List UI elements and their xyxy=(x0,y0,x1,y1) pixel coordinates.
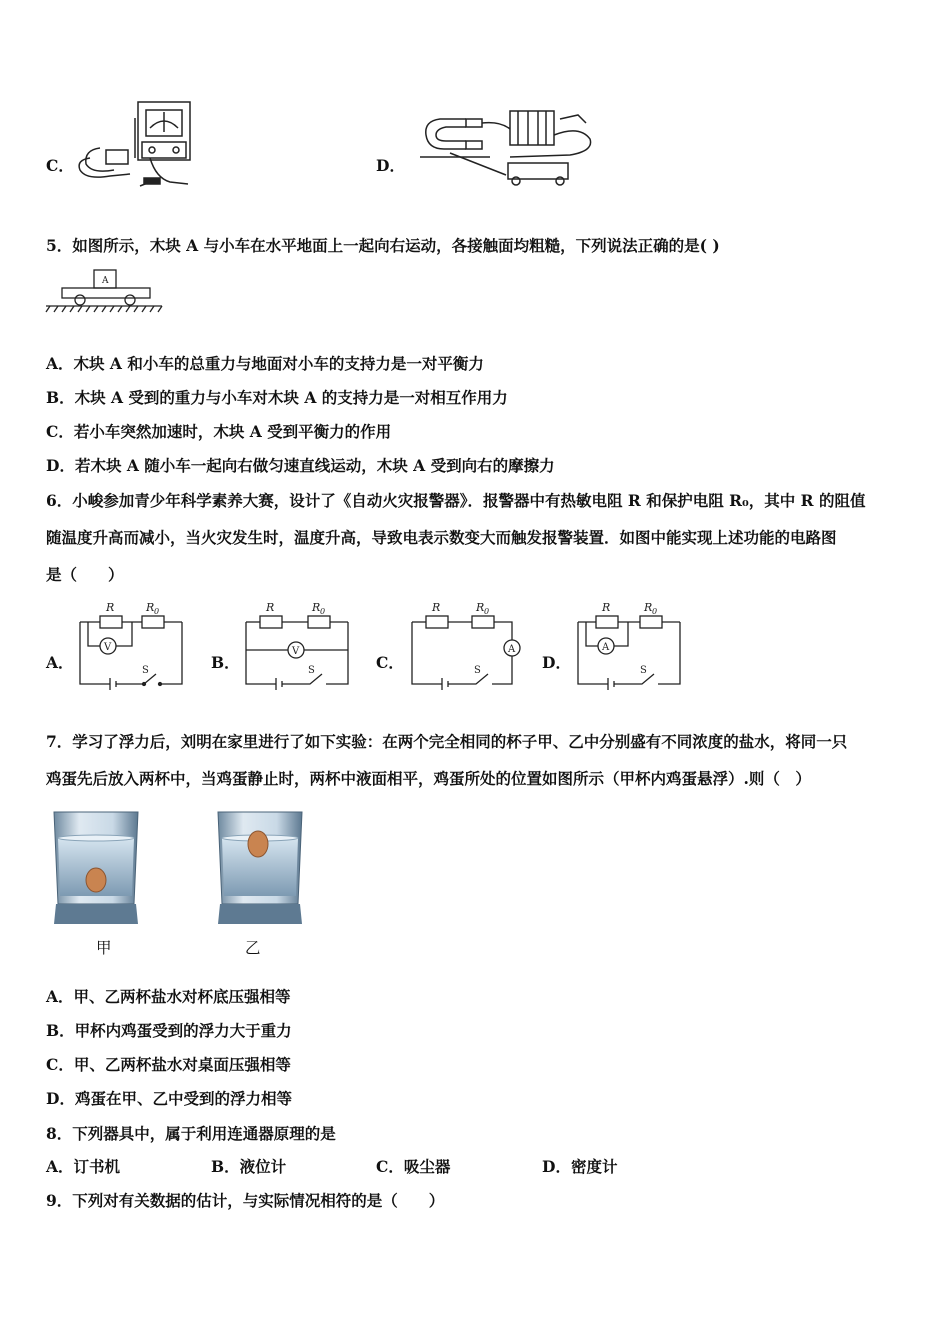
q6-stem-line1: 6．小峻参加青少年科学素养大赛，设计了《自动火灾报警器》．报警器中有热敏电阻 R 和保护电阻 R₀，其中 R 的阻值 xyxy=(46,491,866,510)
q6-b-r0-sub: 0 xyxy=(320,607,326,616)
q5-option-d: D．若木块 A 随小车一起向右做匀速直线运动，木块 A 受到向右的摩擦力 xyxy=(46,456,555,475)
q6-a-meter: V xyxy=(104,642,112,653)
q6-c-r0-sub: 0 xyxy=(484,607,490,616)
q6-d-r-label: R xyxy=(602,601,611,614)
q6-stem-line2: 随温度升高而减小，当火灾发生时，温度升高，导致电表示数变大而触发报警装置．如图中能实现上述功能的电路图 xyxy=(46,528,837,547)
q4-option-d-label: D． xyxy=(376,156,405,175)
q6-d-r0-label: R xyxy=(644,601,653,614)
q6-d-r0-sub: 0 xyxy=(652,607,658,616)
q7-option-c: C．甲、乙两杯盐水对桌面压强相等 xyxy=(46,1055,291,1074)
q6-option-b-label: B． xyxy=(211,653,240,672)
q8-option-a: A．订书机 xyxy=(46,1157,121,1176)
q6-stem-line3: 是（ ） xyxy=(46,565,124,584)
q5-option-c: C．若小车突然加速时，木块 A 受到平衡力的作用 xyxy=(46,422,392,441)
q7-option-b: B．甲杯内鸡蛋受到的浮力大于重力 xyxy=(46,1021,292,1040)
q5-cart-figure xyxy=(44,268,164,314)
q6-c-switch-label: S xyxy=(474,665,481,676)
q7-stem-line1: 7．学习了浮力后，刘明在家里进行了如下实验：在两个完全相同的杯子甲、乙中分别盛有不同浓度的盐水，将同一只 xyxy=(46,732,848,751)
q5-stem: 5．如图所示，木块 A 与小车在水平地面上一起向右运动，各接触面均粗糙，下列说法正确的是( ) xyxy=(46,236,720,255)
q7-option-d: D．鸡蛋在甲、乙中受到的浮力相等 xyxy=(46,1089,292,1108)
q6-b-r0-label: R xyxy=(312,601,321,614)
q5-option-b: B．木块 A 受到的重力与小车对木块 A 的支持力是一对相互作用力 xyxy=(46,388,508,407)
q7-stem-line2: 鸡蛋先后放入两杯中，当鸡蛋静止时，两杯中液面相平，鸡蛋所处的位置如图所示（甲杯内鸡蛋悬浮）.则（ ） xyxy=(46,769,811,788)
q8-stem: 8．下列器具中，属于利用连通器原理的是 xyxy=(46,1124,336,1143)
q6-option-d-label: D． xyxy=(542,653,571,672)
q7-cup-jia xyxy=(50,808,142,928)
q7-cup-yi xyxy=(214,808,306,928)
q4-option-c-label: C． xyxy=(46,156,74,175)
q9-stem: 9．下列对有关数据的估计，与实际情况相符的是（ ） xyxy=(46,1191,445,1210)
q6-d-meter: A xyxy=(602,642,610,653)
q6-b-r-label: R xyxy=(266,601,275,614)
q8-option-c: C．吸尘器 xyxy=(376,1157,451,1176)
q4-option-d-figure xyxy=(410,105,600,195)
q6-b-meter: V xyxy=(292,646,300,657)
q7-label-yi: 乙 xyxy=(245,939,261,957)
q6-c-r-label: R xyxy=(432,601,441,614)
q6-option-a-label: A． xyxy=(46,653,74,672)
q6-circuit-b xyxy=(240,596,354,694)
q6-circuit-a xyxy=(74,596,188,694)
q4-option-c-figure xyxy=(70,98,195,193)
q6-b-switch-label: S xyxy=(308,665,315,676)
q8-option-b: B．液位计 xyxy=(211,1157,287,1176)
q8-option-d: D．密度计 xyxy=(542,1157,618,1176)
q6-a-r-label: R xyxy=(106,601,115,614)
q6-a-r0-label: R xyxy=(146,601,155,614)
q7-label-jia: 甲 xyxy=(96,939,112,957)
q6-c-meter: A xyxy=(508,644,516,655)
q7-option-a: A．甲、乙两杯盐水对杯底压强相等 xyxy=(46,987,291,1006)
q6-option-c-label: C． xyxy=(376,653,404,672)
q6-circuit-d xyxy=(572,596,686,694)
q6-d-switch-label: S xyxy=(640,665,647,676)
q6-a-r0-sub: 0 xyxy=(154,607,160,616)
q6-a-switch-label: S xyxy=(142,665,149,676)
q6-circuit-c xyxy=(406,596,528,694)
q5-option-a: A．木块 A 和小车的总重力与地面对小车的支持力是一对平衡力 xyxy=(46,354,484,373)
q6-c-r0-label: R xyxy=(476,601,485,614)
q5-block-label: A xyxy=(102,276,109,286)
